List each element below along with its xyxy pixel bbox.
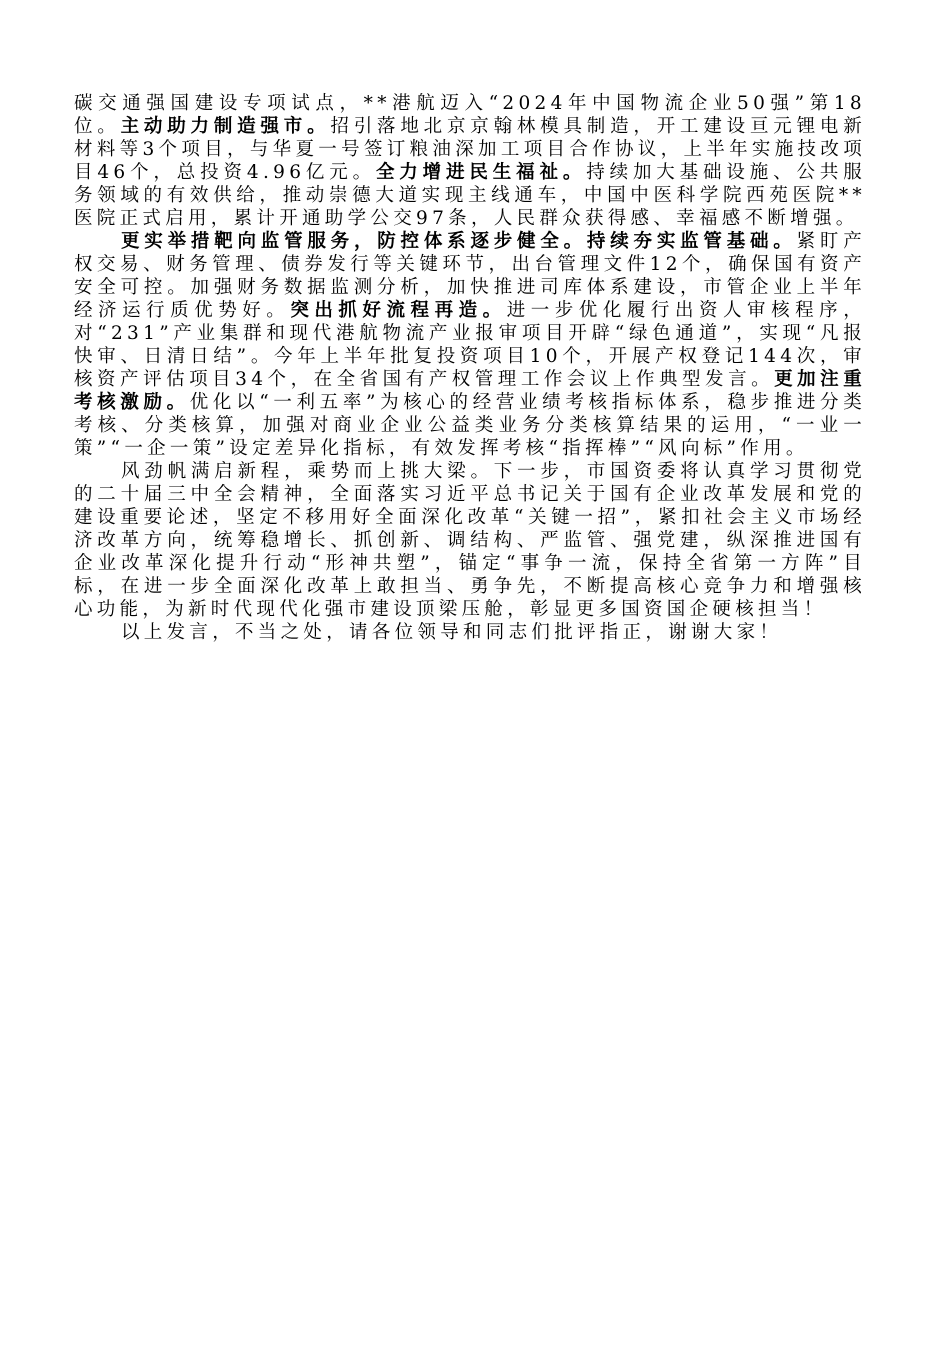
text-segment: 紧盯产权交易、财务管理、债券发行等关键环节，出台管理文件12个，确保国有资产安全可控。加强财务数据监测分析，加快推进司库体系建设，市管企业上半年经济运行质优势好。 xyxy=(74,231,867,321)
paragraph-supervision xyxy=(74,230,866,460)
text-segment: 风劲帆满启新程，乘势而上挑大梁。下一步，市国资委将认真学习贯彻党的二十届三中全会精神，全面落实习近平总书记关于国有企业改革发展和党的建设重要论述，坚定不移用好全面深化改革“关键一招”，紧扣社会主义市场经济改革方向，统筹稳增长、抓创新、调结构、严监管、强党建，纵深推进国有企业改革深化提升行动“形神共塑”，锚定“事争一流，保持全省第一方阵”目标，在进一步全面深化改革上敢担当、勇争先，不断提高核心竞争力和增强核心功能，为新时代现代化强市建设顶梁压舱，彰显更多国资国企硬核担当！ xyxy=(74,461,866,620)
bold-heading-incentive: 更加注重考核激励。 xyxy=(74,369,867,413)
document-page xyxy=(74,92,866,644)
text-segment: 以上发言，不当之处，请各位领导和同志们批评指正，谢谢大家！ xyxy=(121,622,783,643)
bold-heading-manufacturing: 主动助力制造强市。 xyxy=(120,116,331,137)
text-segment: 进一步优化履行出资人审核程序，对“231”产业集群和现代港航物流产业报审项目开辟“绿色通道”，实现“凡报快审、日清日结”。今年上半年批复投资项目10个，开展产权登记144次，审核资产评估项目34个，在全省国有产权管理工作会议上作典型发言。 xyxy=(74,300,867,390)
bold-heading-process: 突出抓好流程再造。 xyxy=(290,300,507,321)
text-segment: 优化以“一利五率”为核心的经营业绩考核指标体系，稳步推进分类考核、分类核算，加强对商业企业公益类业务分类核算结果的运用，“一业一策”“一企一策”设定差异化指标，有效发挥考核“指挥棒”“风向标”作用。 xyxy=(74,392,866,459)
paragraph-achievements xyxy=(74,92,866,230)
text-segment: 招引落地北京京翰林模具制造，开工建设亘元锂电新材料等3个项目，与华夏一号签订粮油深加工项目合作协议，上半年实施技改项目46个，总投资4.96亿元。 xyxy=(74,116,866,183)
text-segment: 持续加大基础设施、公共服务领域的有效供给，推动崇德大道实现主线通车，中国中医科学院西苑医院**医院正式启用，累计开通助学公交97条，人民群众获得感、幸福感不断增强。 xyxy=(74,162,867,229)
bold-heading-welfare: 全力增进民生福祉。 xyxy=(375,162,587,183)
paragraph-closing xyxy=(74,621,866,644)
paragraph-next-steps xyxy=(74,460,866,621)
text-segment: 碳交通强国建设专项试点，**港航迈入“2024年中国物流企业50强”第18位。 xyxy=(74,93,866,137)
bold-heading-supervision: 更实举措靶向监管服务，防控体系逐步健全。持续夯实监管基础。 xyxy=(121,231,797,252)
